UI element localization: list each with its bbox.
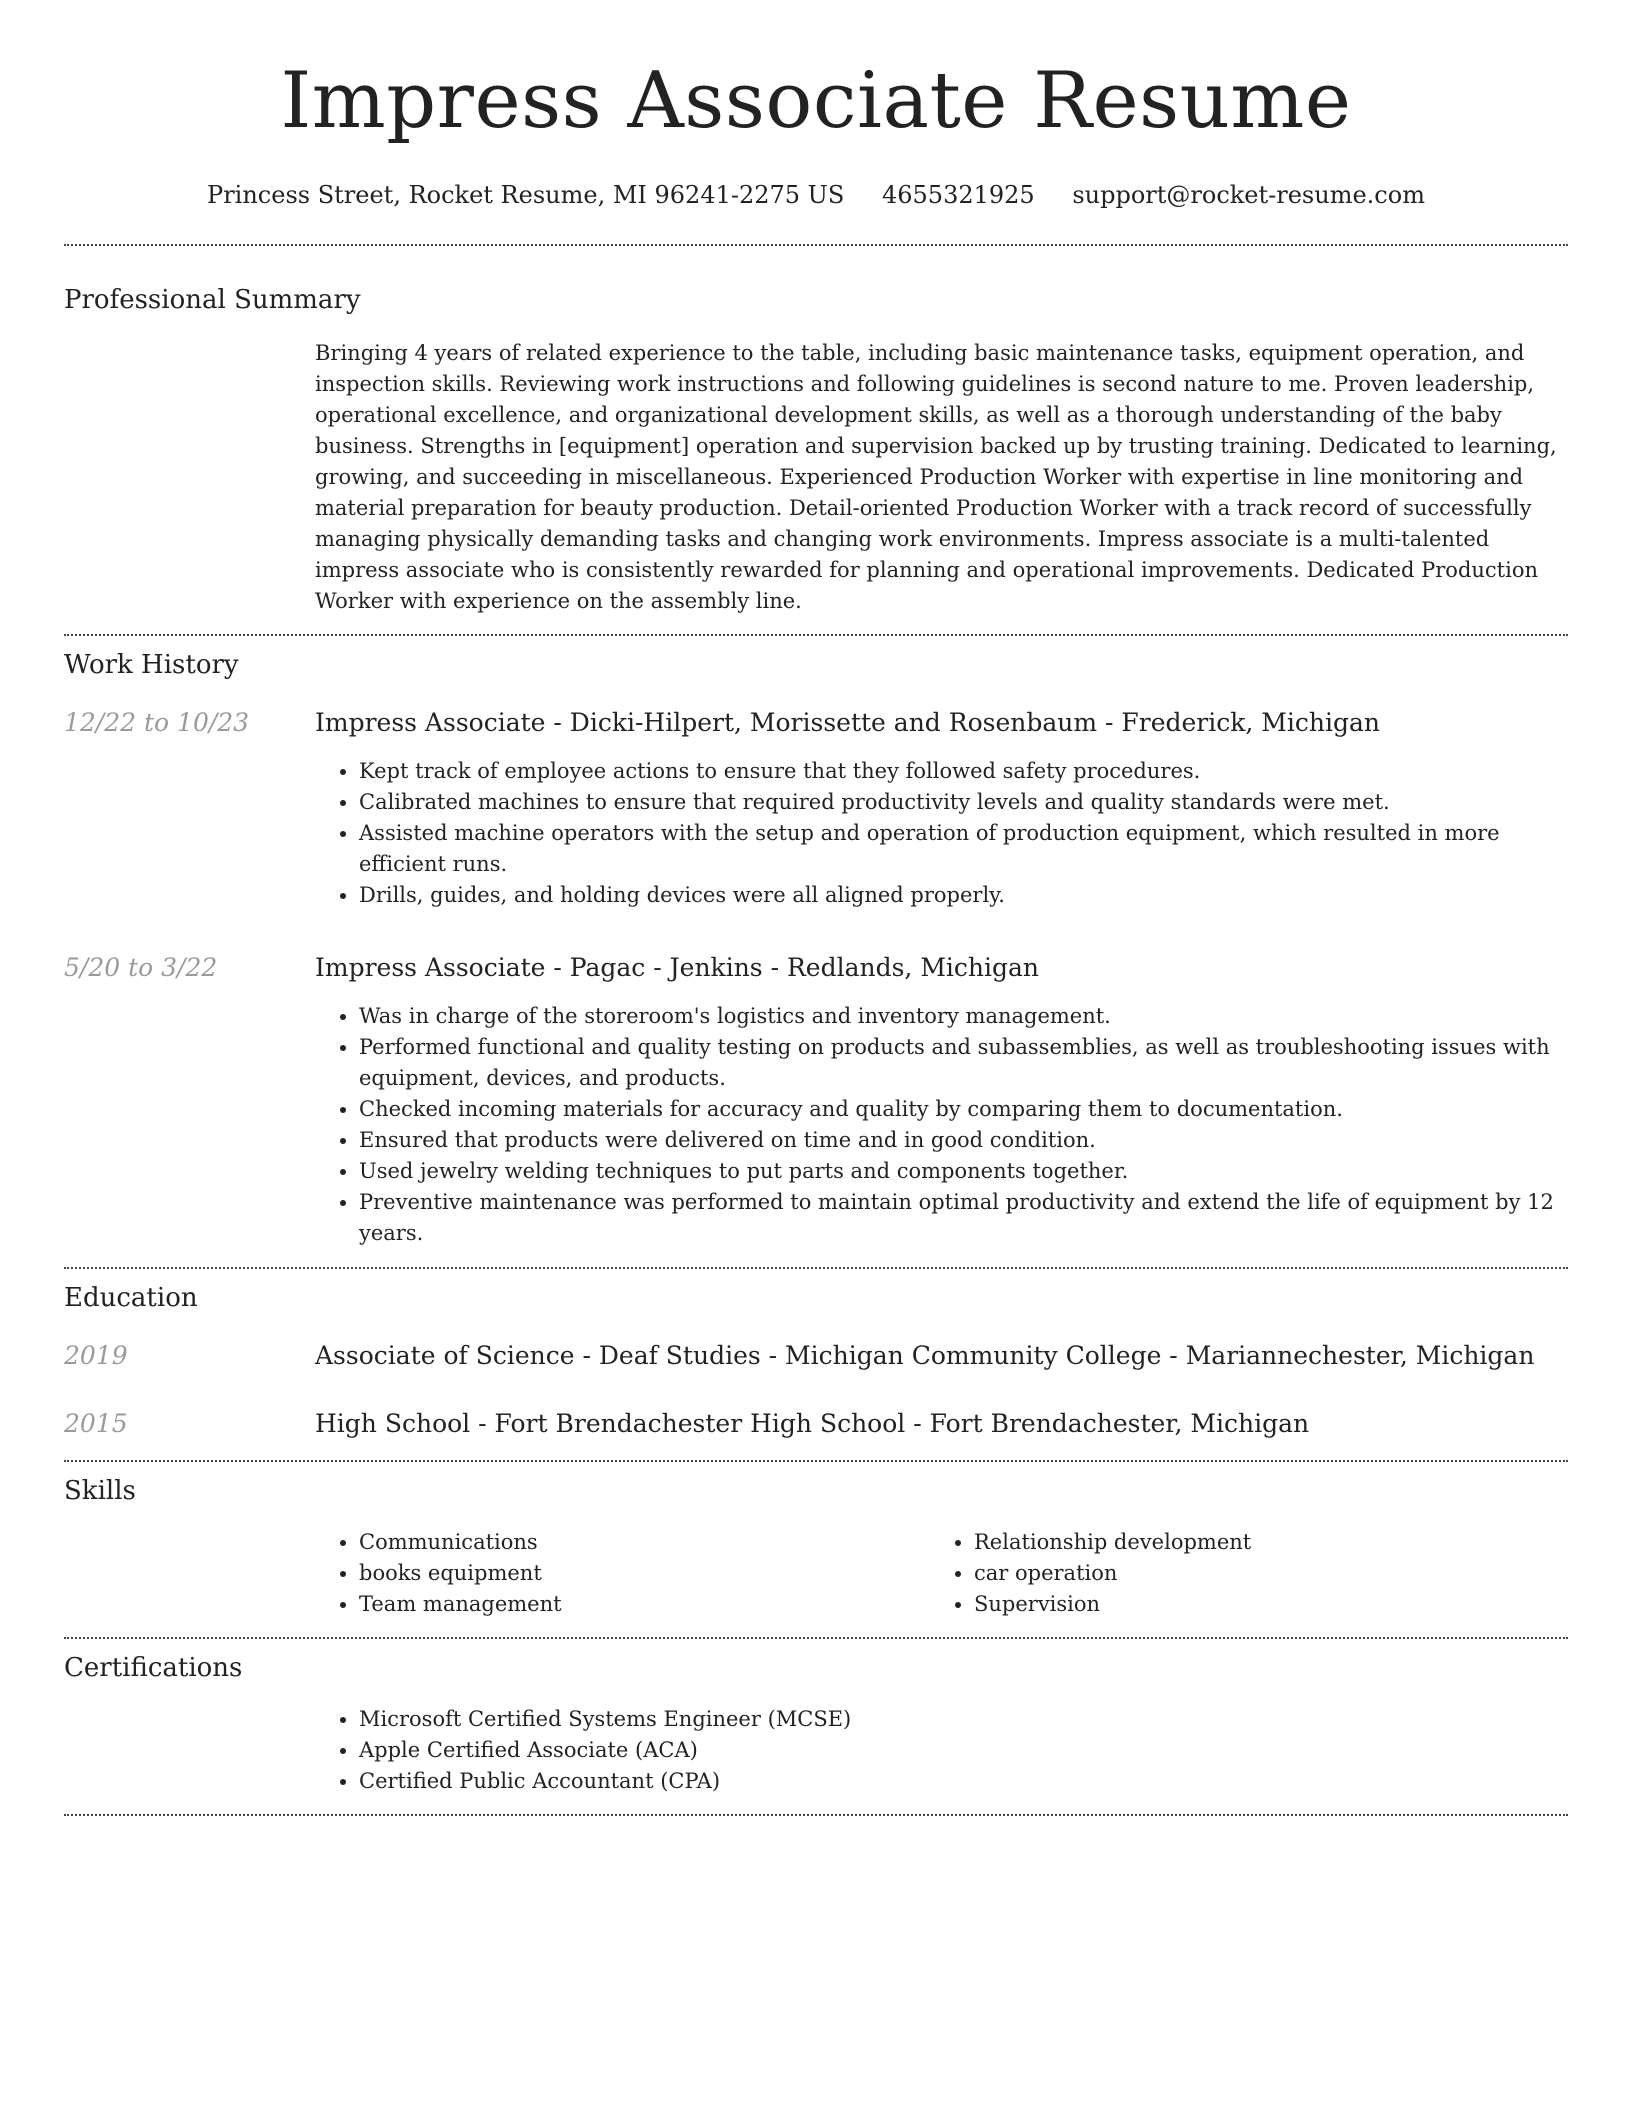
job-entry [64, 952, 1568, 1249]
education-degree: Associate of Science - Deaf Studies [315, 1341, 761, 1370]
job-heading: Impress Associate - Dicki-Hilpert, Morissette and Rosenbaum - Frederick, Michigan [315, 708, 1380, 737]
education-year: 2015 [64, 1409, 128, 1438]
list-item: • car operation [974, 1558, 1545, 1589]
education-section [64, 1269, 1568, 1440]
list-item: • Used jewelry welding techniques to put parts and components together. [359, 1156, 1568, 1187]
education-details: - Fort Brendachester High School - Fort Brendachester, Michigan [470, 1409, 1310, 1438]
list-item: • Relationship development [974, 1527, 1545, 1558]
list-item: • Team management [359, 1589, 930, 1620]
section-title-summary: Professional Summary [64, 285, 361, 315]
list-item: • Ensured that products were delivered on time and in good condition. [359, 1125, 1568, 1156]
education-degree: High School [315, 1409, 471, 1438]
section-title-certifications: Certifications [64, 1653, 243, 1683]
education-entry [64, 1408, 1568, 1440]
list-item: • Preventive maintenance was performed to maintain optimal productivity and extend the life of equipment by 12 years. [359, 1187, 1568, 1249]
divider [64, 1814, 1568, 1816]
contact-line [64, 180, 1568, 210]
job-dates: 12/22 to 10/23 [64, 708, 250, 737]
list-item: • Certified Public Accountant (CPA) [359, 1766, 1568, 1797]
resume-page [64, 0, 1568, 1816]
section-title-skills: Skills [64, 1476, 136, 1506]
list-item: • books equipment [359, 1558, 930, 1589]
education-year: 2019 [64, 1341, 128, 1370]
work-history-section [64, 636, 1568, 1249]
list-item: • Drills, guides, and holding devices were all aligned properly. [359, 880, 1568, 911]
list-item: • Assisted machine operators with the setup and operation of production equipment, which resulted in more efficient runs. [359, 818, 1568, 880]
skills-section [64, 1462, 1568, 1620]
job-heading: Impress Associate - Pagac - Jenkins - Redlands, Michigan [315, 953, 1040, 982]
section-title-education: Education [64, 1283, 198, 1313]
list-item: • Checked incoming materials for accuracy and quality by comparing them to documentation. [359, 1094, 1568, 1125]
contact-phone: 4655321925 [881, 181, 1035, 209]
list-item: • Was in charge of the storeroom's logistics and inventory management. [359, 1001, 1568, 1032]
education-details: - Michigan Community College - Mariannechester, Michigan [760, 1341, 1535, 1370]
education-entry [64, 1340, 1568, 1372]
certifications-section [64, 1639, 1568, 1797]
list-item: • Microsoft Certified Systems Engineer (MCSE) [359, 1704, 1568, 1735]
list-item: • Supervision [974, 1589, 1545, 1620]
resume-title: Impress Associate Resume [280, 56, 1352, 146]
list-item: • Kept track of employee actions to ensure that they followed safety procedures. [359, 756, 1568, 787]
job-dates: 5/20 to 3/22 [64, 953, 218, 982]
skills-list-left [315, 1527, 930, 1620]
summary-text: Bringing 4 years of related experience to the table, including basic maintenance tasks, equipment operation, and inspection skills. Reviewing work instructions and following guidelines is second nature to me. Proven leadership, operational excellence, and organizational development skills, as well as a thorough understanding of the baby business. Strengths in [equipment] operation and supervision backed up by trusting training. Dedicated to learning, growing, and succeeding in miscellaneous. Experienced Production Worker with expertise in line monitoring and material preparation for beauty production. Detail-oriented Production Worker with a track record of successfully managing physically demanding tasks and changing work environments. Impress associate is a multi-talented impress associate who is consistently rewarded for planning and operational improvements. Dedicated Production Worker with experience on the assembly line. [315, 341, 1557, 613]
job-bullets [315, 1001, 1568, 1249]
skills-list-right [930, 1527, 1545, 1620]
job-entry [64, 707, 1568, 911]
certifications-list [315, 1704, 1568, 1797]
contact-address: Princess Street, Rocket Resume, MI 96241-2275 US [207, 181, 845, 209]
list-item: • Calibrated machines to ensure that required productivity levels and quality standards were met. [359, 787, 1568, 818]
contact-email: support@rocket-resume.com [1072, 181, 1425, 209]
summary-section [64, 246, 1568, 617]
job-bullets [315, 756, 1568, 911]
list-item: • Apple Certified Associate (ACA) [359, 1735, 1568, 1766]
list-item: • Performed functional and quality testing on products and subassemblies, as well as troubleshooting issues with equipment, devices, and products. [359, 1032, 1568, 1094]
section-title-work: Work History [64, 650, 239, 680]
list-item: • Communications [359, 1527, 930, 1558]
